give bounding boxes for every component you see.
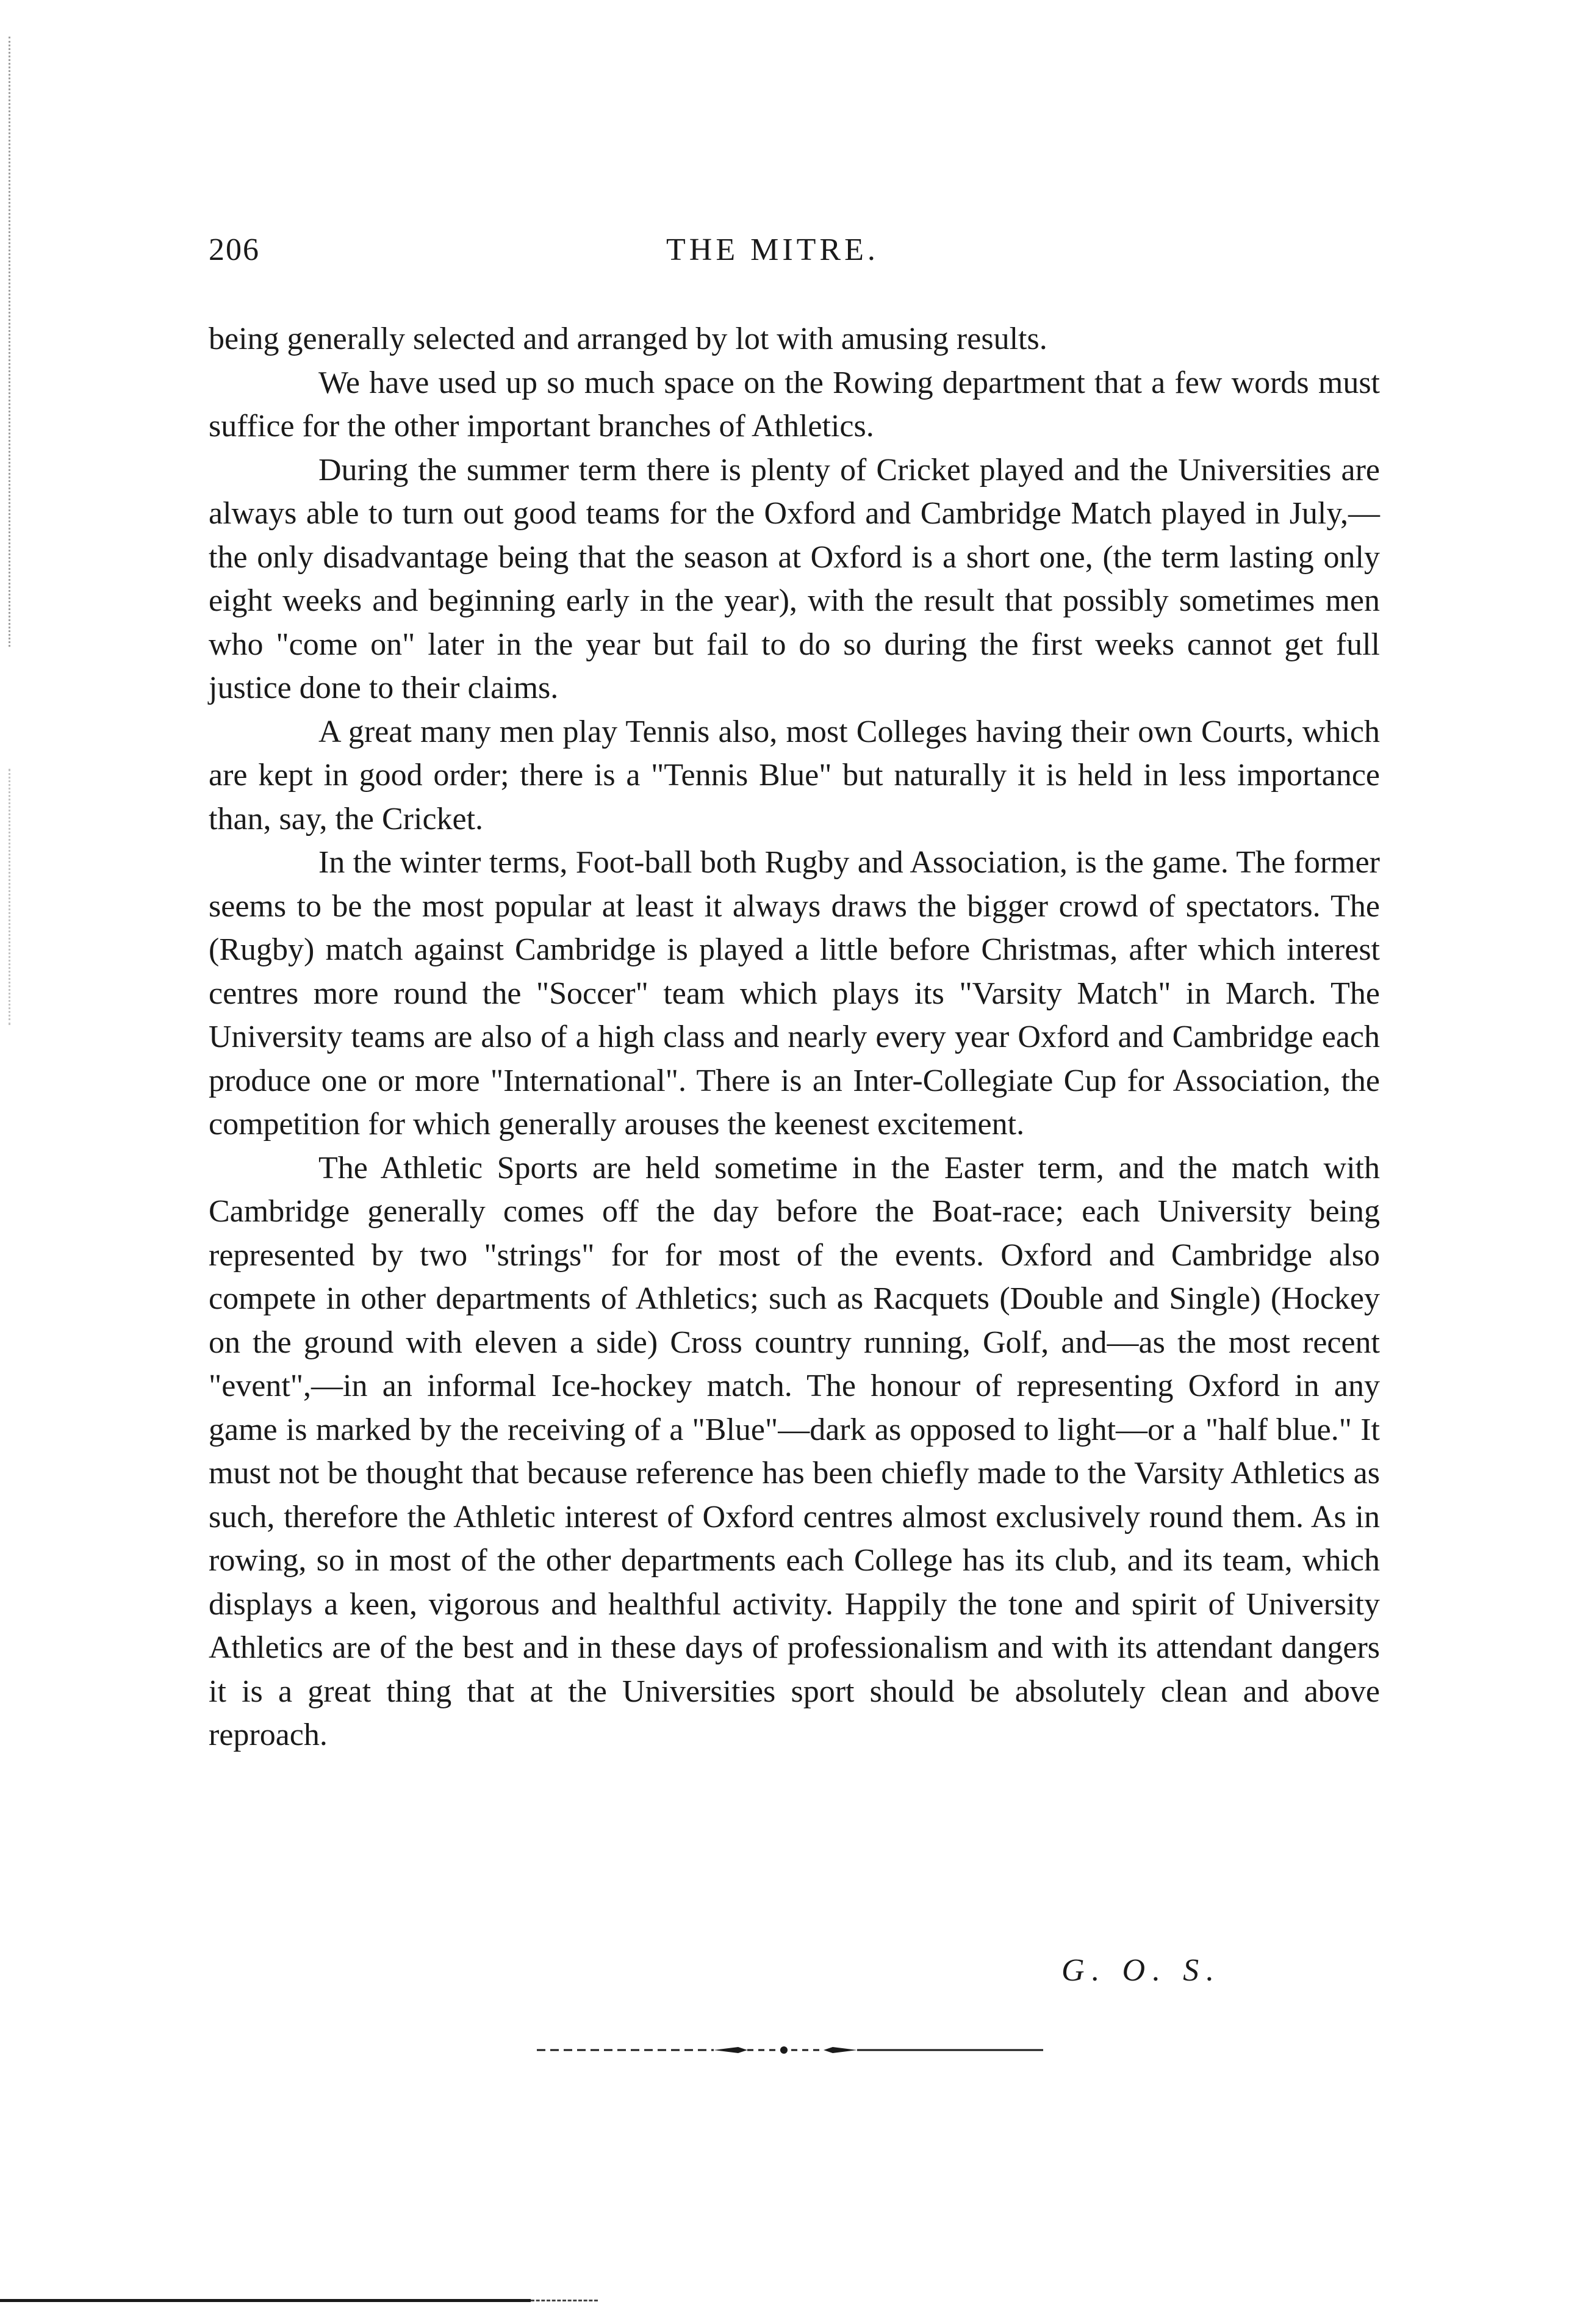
page-header	[209, 232, 1380, 281]
running-title: THE MITRE.	[666, 232, 879, 267]
scan-edge-artifact	[9, 37, 15, 647]
bottom-rule-tail	[531, 2300, 598, 2301]
article-body	[209, 317, 1380, 1757]
paragraph: During the summer term there is plenty of Cricket played and the Universities are always able to turn out good teams for the Oxford and Cambridge Match played in July,—the only disadvantage being that the season at Oxford is a short one, (the term lasting only eight weeks and beginning early in the year), with the result that possibly sometimes men who "come on" later in the year but fail to do so during the first weeks cannot get full justice done to their claims.	[209, 452, 1380, 705]
scan-edge-artifact	[9, 769, 15, 1025]
paragraph: being generally selected and arranged by lot with amusing results.	[209, 322, 1047, 356]
paragraph: In the winter terms, Foot-ball both Rugby and Association, is the game. The former seems to be the most popular at least it always draws the bigger crowd of spectators. The (Rugby) match against Cambridge is played a little before Christmas, after which interest centres more round the "Soccer" team which plays its "Varsity Match" in March. The University teams are also of a high class and nearly every year Oxford and Cambridge each produce one or more "International". There is an Inter-Collegiate Cup for Association, the competition for which generally arouses the keenest excitement.	[209, 845, 1380, 1142]
page-number: 206	[209, 232, 260, 267]
paragraph: We have used up so much space on the Rowing department that a few words must suffice for the other important branches of Athletics.	[209, 365, 1380, 444]
paragraph: A great many men play Tennis also, most Colleges having their own Courts, which are kept in good order; there is a "Tennis Blue" but naturally it is held in less importance than, say, the Cricket.	[209, 714, 1380, 836]
author-signature: G. O. S.	[1061, 1953, 1222, 1988]
bottom-rule	[0, 2299, 531, 2302]
paragraph: The Athletic Sports are held sometime in the Easter term, and the match with Cambridge generally comes off the day before the Boat-race; each University being represented by two "strings" for for most of the events. Oxford and Cambridge also compete in other departments of Athletics; such as Racquets (Double and Single) (Hockey on the ground with eleven a side) Cross country running, Golf, and—as the most recent "event",—in an informal Ice-hockey match. The honour of representing Oxford in any game is marked by the receiving of a "Blue"—dark as opposed to light—or a "half blue." It must not be thought that because reference has been chiefly made to the Varsity Athletics as such, therefore the Athletic interest of Oxford centres almost exclusively round them. As in rowing, so in most of the other departments each College has its club, and its team, which displays a keen, vigorous and healthful activity. Happily the tone and spirit of University Athletics are of the best and in these days of professionalism and with its attendant dangers it is a great thing that at the Universities sport should be absolutely clean and above reproach.	[209, 1150, 1380, 1752]
ornamental-divider	[537, 2044, 1043, 2056]
